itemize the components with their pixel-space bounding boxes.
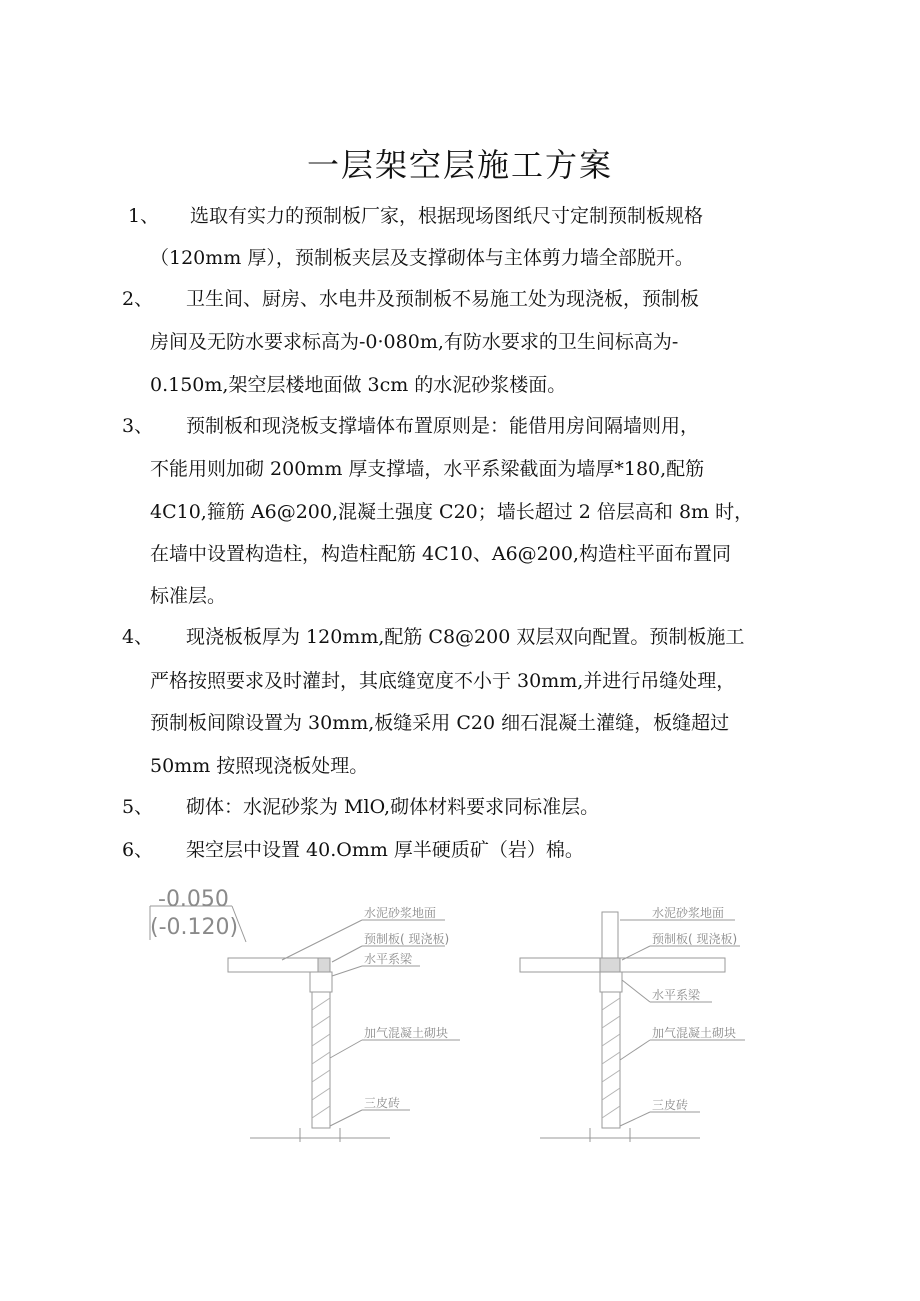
- label-tie-beam: 水平系梁: [364, 952, 413, 966]
- item-number: 2、: [122, 288, 154, 310]
- item-number: 6、: [122, 839, 154, 861]
- item-line: 0.150m,架空层楼地面做 3cm 的水泥砂浆楼面。: [150, 374, 567, 396]
- label-mortar-floor: 水泥砂浆地面: [364, 906, 437, 920]
- item-number: 4、: [122, 626, 154, 648]
- item-line: 选取有实力的预制板厂家，根据现场图纸尺寸定制预制板规格: [190, 205, 704, 227]
- item-line: 在墙中设置构造柱，构造柱配筋 4C10、A6@200,构造柱平面布置同: [150, 543, 731, 565]
- item-number: 3、: [122, 415, 154, 437]
- page-title: 一层架空层施工方案: [306, 146, 613, 184]
- item-line: 4C10,箍筋 A6@200,混凝土强度 C20；墙长超过 2 倍层高和 8m 时，: [150, 501, 754, 523]
- slab: [228, 958, 330, 972]
- elevation-top: -0.050: [158, 887, 229, 912]
- item-line: 砌体：水泥砂浆为 MlO,砌体材料要求同标准层。: [186, 796, 600, 818]
- label-three-brick: 三皮砖: [364, 1096, 401, 1110]
- label-aerated-block: 加气混凝土砌块: [364, 1026, 449, 1040]
- item-line: （120mm 厚），预制板夹层及支撑砌体与主体剪力墙全部脱开。: [150, 247, 694, 269]
- label-precast-slab: 预制板( 现浇板): [652, 932, 738, 946]
- label-mortar-floor: 水泥砂浆地面: [652, 906, 725, 920]
- item-line: 架空层中设置 40.Omm 厚半硬质矿（岩）棉。: [186, 839, 584, 861]
- item-line: 房间及无防水要求标高为-0·080m,有防水要求的卫生间标高为-: [150, 331, 679, 353]
- item-line: 严格按照要求及时灌封，其底缝宽度不小于 30mm,并进行吊缝处理，: [150, 670, 736, 692]
- item-line: 预制板间隙设置为 30mm,板缝采用 C20 细石混凝土灌缝，板缝超过: [150, 712, 730, 734]
- item-number: 5、: [122, 796, 154, 818]
- beam: [600, 972, 622, 992]
- item-line: 预制板和现浇板支撑墙体布置原则是：能借用房间隔墙则用，: [186, 415, 700, 437]
- elevation-bottom: (-0.120): [150, 915, 239, 940]
- item-number: 1、: [128, 205, 160, 227]
- item-line: 卫生间、厨房、水电井及预制板不易施工处为现浇板，预制板: [186, 288, 700, 310]
- section-diagram: [0, 880, 920, 1160]
- upper-wall: [602, 912, 618, 958]
- label-tie-beam: 水平系梁: [652, 988, 701, 1002]
- item-line: 不能用则加砌 200mm 厚支撑墙，水平系梁截面为墙厚*180,配筋: [150, 458, 705, 480]
- label-aerated-block: 加气混凝土砌块: [652, 1026, 737, 1040]
- item-line: 现浇板板厚为 120mm,配筋 C8@200 双层双向配置。预制板施工: [186, 626, 745, 648]
- item-line: 标准层。: [150, 585, 227, 607]
- label-three-brick: 三皮砖: [652, 1098, 689, 1112]
- item-line: 50mm 按照现浇板处理。: [150, 755, 369, 777]
- label-precast-slab: 预制板( 现浇板): [364, 932, 450, 946]
- beam: [310, 972, 332, 992]
